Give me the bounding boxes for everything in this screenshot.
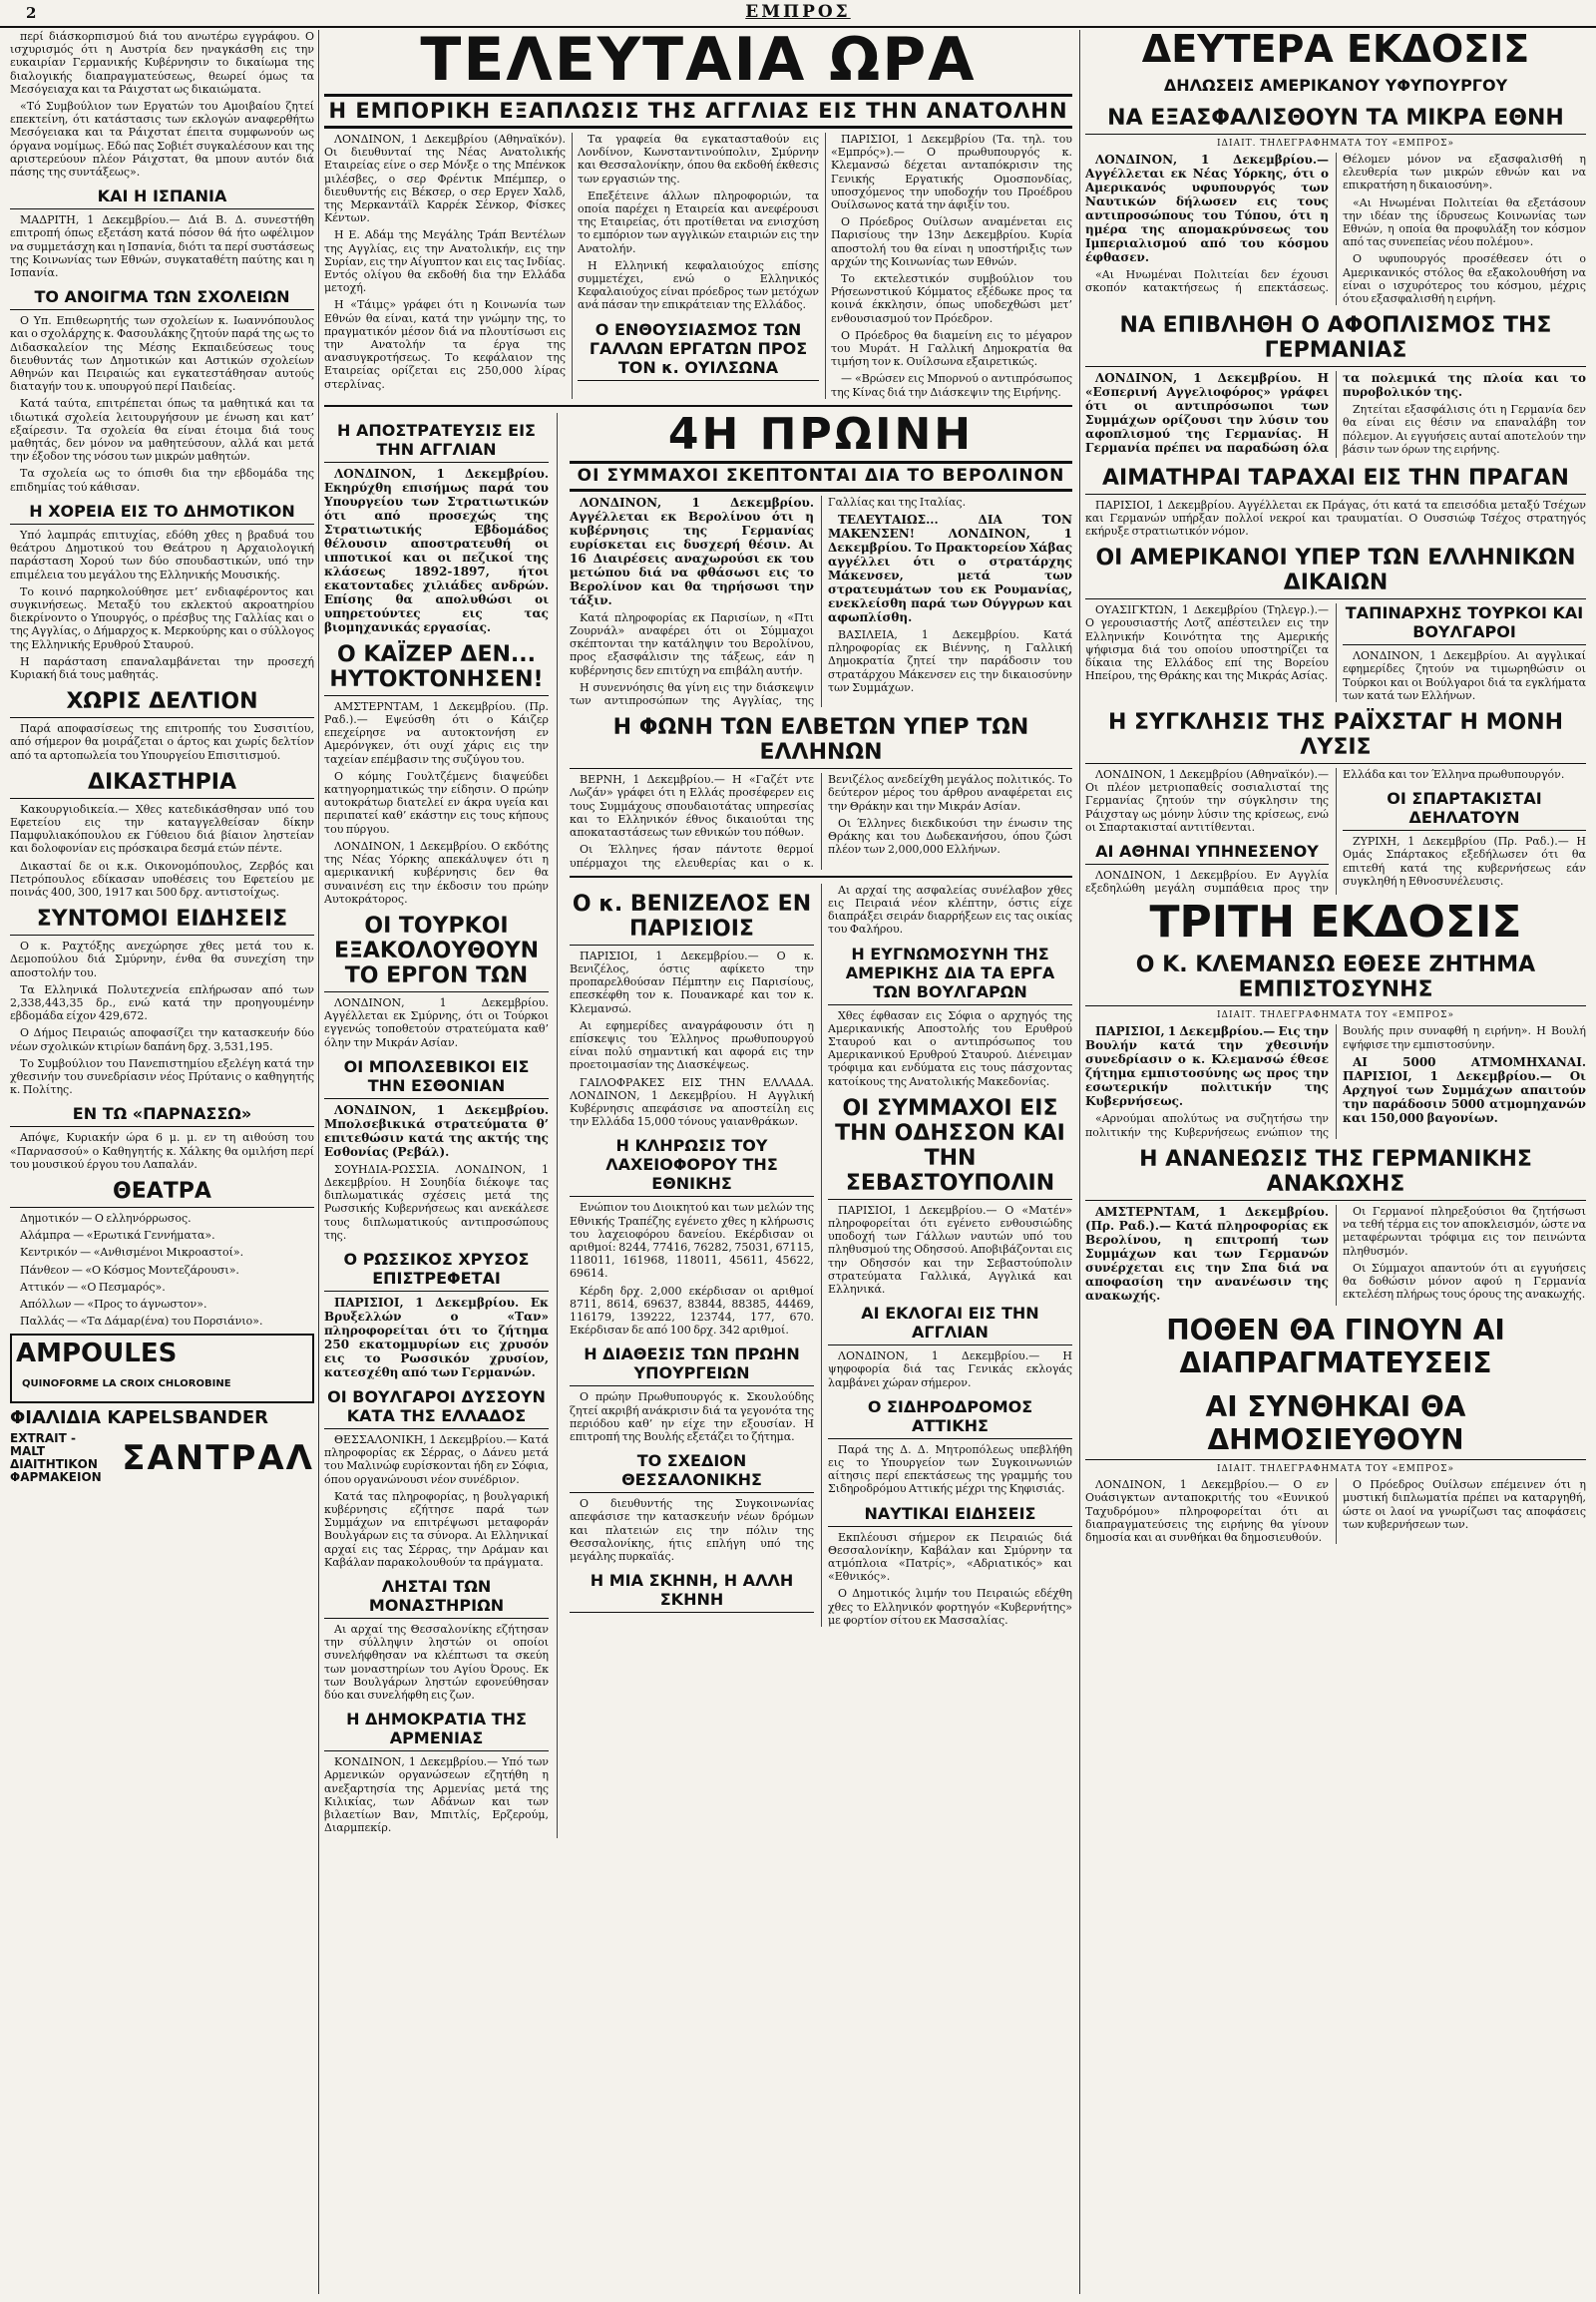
headline-kaiser: Ο ΚΑΪΖΕΡ ΔΕΝ... ΗΥΤΟΚΤΟΝΗΣΕΝ! [324,642,549,696]
lower-center [324,408,1072,1839]
article-lottery: Ενώπιον του Διοικητού και των μελών της Εθνικής Τραπέζης εγένετο χθες η κλήρωσις του λαχειοφόρου δανείου. Εκέρδισαν οι αριθμοί: 8244, 77416, 76282, 75031, 67115, 118011, 161968, 118011, 45611, 45622, 69614. [570,1201,814,1281]
article-bolsheviks: ΛΟΝΔΙΝΟΝ, 1 Δεκεμβρίου. Μπολσεβικικά στρατεύματα θ’ επιτεθώσιν κατά της ακτής της Εσθονίας (Ρεβάλ). [324,1102,549,1159]
ad-kapelsbander: ΦΙΑΛΙΔΙΑ KAPELSBANDER [10,1407,268,1429]
headline-venizelos: Ο κ. ΒΕΝΙΖΕΛΟΣ ΕΝ ΠΑΡΙΣΙΟΙΣ [570,892,814,946]
lead-story-paragraph: ΛΟΝΔΙΝΟΝ, 1 Δεκεμβρίου (Αθηναϊκόν). Οι διευθυνταί της Νέας Ανατολικής Εταιρείας είνε ο σερ Μόνξε ο της Μπένκοκ μιλέσβες, ο σερ Φρέντικ Μπέμπερ, ο διευθυντής εις Βέκσερ, ο σερ Εργεν Χαλδ, της Μερκαντάϊλ Καρρέκ Σένκορ, Φίσκες Κέντων. [324,133,566,225]
headline-russian-gold: Ο ΡΩΣΣΙΚΟΣ ΧΡΥΣΟΣ ΕΠΙΣΤΡΕΦΕΤΑΙ [324,1250,549,1292]
column-center [324,30,1072,2294]
theatre-listing: Παλλάς — «Τα Δάμαρ(ένα) του Πορσιάνιο». [20,1315,263,1329]
article-thessaloniki: Ο διευθυντής της Συγκοινωνίας απεφάσισε την κατασκευήν νέων δρόμων και πλατειών εις την πόλιν της Θεσσαλονίκης, ήτις επλήγη υπό της μεγάλης πυρκαϊάς. [570,1497,814,1563]
banner-second-edition: ΔΕΥΤΕΡΑ ΕΚΔΟΣΙΣ [1141,30,1530,71]
column-rule [1079,30,1080,2294]
article-schools: Κατά ταύτα, επιτρέπεται όπως τα μαθητικά και τα ιδιωτικά σχολεία λειτουργήσουν με ένωση και κατ’ εξαίρεσιν. Τα σχολεία θα είναι έτοιμα διά τους μαθητάς, δεν μόνον να μαθητεύσουν, αλλά και μετά την έξοδον της νόσου των μικρών μαθητών. [10,397,314,464]
article-swiss: ΒΕΡΝΗ, 1 Δεκεμβρίου.— Η «Γαζέτ ντε Λωζάν» γράφει ότι η Ελλάς προσέφερεν εις τους Συμμάχους σπουδαιοτάτας υπηρεσίας και το Ελληνικόν έθνος δικαιούται της αποκαταστάσεως των εθνικών του πόθων. [570,773,814,840]
ad-extrait-line: ΦΑΡΜΑΚΕΙΟΝ [10,1470,102,1485]
article-swiss: Οι Έλληνες διεκδικούσι την ένωσιν της Θράκης και του Δωδεκανήσου, όπου ζώσι πλέον των 2,000,000 Ελλήνων. [828,816,1072,857]
ad-ampoules [10,1334,314,1403]
headline-theatres: ΘΕΑΤΡΑ [10,1179,314,1208]
headline-prague: ΑΙΜΑΤΗΡΑΙ ΤΑΡΑΧΑΙ ΕΙΣ ΤΗΝ ΠΡΑΓΑΝ [1085,466,1586,495]
article-small-nations: ΛΟΝΔΙΝΟΝ, 1 Δεκεμβρίου.— Αγγέλλεται εκ Νέας Υόρκης, ότι ο Αμερικανός υφυπουργός των Ναυτικών δήλωσεν εις τους αντιπροσώπους του Τύπου, ότι η ημέρα της απομακρύνσεως του Ιμπεριαλισμού από του κόσμου έφθασεν. [1085,153,1329,264]
headline-thessaloniki: ΤΟ ΣΧΕΔΙΟΝ ΘΕΣΣΑΛΟΝΙΚΗΣ [570,1451,814,1493]
article-bolsheviks: ΣΟΥΗΔΙΑ-ΡΩΣΣΙΑ. ΛΟΝΔΙΝΟΝ, 1 Δεκεμβρίου. Η Σουηδία διέκοψε τας διπλωματικάς σχέσεις μετά της Ρωσσικής Κυβερνήσεως και ανεκάλεσε τους διπλωματικούς αντιπροσώπους της. [324,1162,549,1242]
article-france-workers: Το εκτελεστικόν συμβούλιον του Ρήσεωνστικού Κόμματος εξέδωκε προς τα κοινά έκκλησιν, όπως υποδεχθώσι μετ’ ενθουσιασμού τον Πρόεδρον. [831,272,1072,325]
ad-extrait-malt [10,1432,314,1484]
article-france-workers: ΠΑΡΙΣΙΟΙ, 1 Δεκεμβρίου (Τα. τηλ. του «Εμπρός»).— Ο πρωθυπουργός κ. Κλεμανσώ δέχεται ανταπόκρισιν της Γενικής Εργατικής Ομοσπονδίας, υποσχόμενος την υποδοχήν του Προέδρου Ουίλσωνος κατά την άφιξίν του. [831,133,1072,212]
third-edition-columns [1085,1024,1586,1138]
reichstag-columns [1085,768,1586,895]
page-number: 2 [26,4,37,22]
brief-item: Ο Δήμος Πειραιώς αποφασίζει την κατασκευήν δύο νέων σχολικών κτιρίων δαπάνη δρχ. 3,531,195. [10,1026,314,1053]
theatre-listing: Απόλλων — «Προς το άγνωστον». [20,1298,207,1312]
ad-ampoules-title: AMPOULES [16,1339,178,1369]
article-bulgarians: Κατά τας πληροφορίας, η βουλγαρική κυβέρνησις εζήτησε παρά των Συμμάχων να επιτρέψωσι μεταφοράν Βουλγάρων εις τα σύνορα. Αι Ελληνικαί αρχαί εις τας Σέρρας, την Δράμαν και Καβάλαν παρακολουθούν τα πράγματα. [324,1489,549,1569]
ad-extrait-line: ΔΙΑΙΤΗΤΙΚΟΝ [10,1457,98,1472]
brief-item: Το Συμβούλιον του Πανεπιστημίου εξελέγη κατά την χθεσινήν του συνεδρίασιν νέος Πρύτανις ο καθηγητής κ. Πολίτης. [10,1056,314,1097]
article-negotiations: Ο Πρόεδρος Ουίλσων επέμεινεν ότι η μυστική διπλωματία πρέπει να καταργηθή, ώστε οι λαοί να γνωρίζωσι τας αποφάσεις των κυβερνήσεων των. [1343,1478,1586,1531]
lead-paragraph: «Τό Συμβούλιον των Εργατών του Αμοιβαίου ζητεί επεκτείνη, ότι κατάστασις των εκλογών αναφερθήτω Μεσόγειακα και τα Ράιχστατ έπειτα συμφωνούν ως όργανα νομίμως. Εδώ πας Σοβιέτ συγκαλέσουν και της αριστερεύουν πλέον Ράιχστατ, θα μπουν αυτόν διά πάσης της συντάξεως». [10,100,314,180]
article-america-gratitude: Χθες έφθασαν εις Σόφια ο αρχηγός της Αμερικανικής Αποστολής του Ερυθρού Σταυρού και ο αντιπρόσωπος του Αμερικανικού Ερυθρού Σταυρού. Διένειμαν τρόφιμα και ενδύματα εις τους πάσχοντας κατοίκους της Ανατολικής Μακεδονίας. [828,1008,1072,1088]
ad-extrait-line: EXTRAIT - MALT [10,1431,76,1459]
article-turks: ΛΟΝΔΙΝΟΝ, 1 Δεκεμβρίου. Αγγέλλεται εκ Σμύρνης, ότι οι Τούρκοι εγγενώς τοποθετούν στρατεύματα καθ’ όλην την Μικράν Ασίαν. [324,995,549,1049]
article-american-rights: ΟΥΑΣΙΓΚΤΩΝ, 1 Δεκεμβρίου (Τηλεγρ.).— Ο γερουσιαστής Λοτζ απέστειλεν εις την Ελληνικήν Κοινότητα της Αμερικής ψήφισμα διά του οποίου υποστηρίζει τα δίκαια της Ελλάδος επί της Βορείου Ηπείρου, της Θράκης και της Μικράς Ασίας. [1085,603,1329,683]
negotiations-columns [1085,1478,1586,1544]
headline-athens: ΑΙ ΑΘΗΝΑΙ ΥΠΗΝΕΣΕΝΟΥ [1085,842,1329,865]
headline-american-rights: ΟΙ ΑΜΕΡΙΚΑΝΟΙ ΥΠΕΡ ΤΩΝ ΕΛΛΗΝΙΚΩΝ ΔΙΚΑΙΩΝ [1085,546,1586,599]
article-small-nations: «Αι Ηνωμέναι Πολιτείαι δεν έχουσι σκοπόν κατακτήσεως ή επεκτάσεως. Θέλομεν μόνον να εξασφαλισθή η ελευθερία των μικρών εθνών και να επικρατήση η δικαιοσύνη». [1085,153,1586,295]
lead-story-paragraph: Η Ελληνική κεφαλαιούχος επίσης συμμετέχει, ενώ ο Ελληνικός Κεφαλαιούχος είναι πρόεδρος των μετόχων ανά πάσαν την επικράτειαν της Ελλάδος. [578,258,819,312]
article-spartacists: ΖΥΡΙΧΗ, 1 Δεκεμβρίου (Πρ. Ραδ.).— Η Ομάς Σπάρτακος εξεδήλωσεν ότι θα επιτεθή κατά της κυβερνήσεως εάν συγκληθή η Εθνοσυνέλευσις. [1343,835,1586,888]
subbanner-expansion: Η ΕΜΠΟΡΙΚΗ ΕΞΑΠΛΩΣΙΣ ΤΗΣ ΑΓΓΛΙΑΣ ΕΙΣ ΤΗΝ ΑΝΑΤΟΛΗΝ [324,94,1072,129]
telegram-tag: ΙΔΙΑΙΤ. ΤΗΛΕΓΡΑΦΗΜΑΤΑ ΤΟΥ «ΕΜΠΡΟΣ» [1216,139,1455,149]
article-turks-bulgarians: ΛΟΝΔΙΝΟΝ, 1 Δεκεμβρίου. Αι αγγλικαί εφημερίδες ζητούν να τιμωρηθώσιν οι Τούρκοι και οι Βούλγαροι διά τα εγκλήματα των κατά των Ελλήνων. [1343,649,1586,702]
headline-reichstag: Η ΣΥΓΚΛΗΣΙΣ ΤΗΣ ΡΑΪΧΣΤΑΓ Η ΜΟΝΗ ΛΥΣΙΣ [1085,710,1586,764]
headline-lottery: Η ΚΛΗΡΩΣΙΣ ΤΟΥ ΛΑΧΕΙΟΦΟΡΟΥ ΤΗΣ ΕΘΝΙΚΗΣ [570,1136,814,1197]
article-theater: Η παράσταση επαναλαμβάνεται την προσεχή Κυριακή διά τους μαθητάς. [10,654,314,681]
headline-monasteries: ΛΗΣΤΑΙ ΤΩΝ ΜΟΝΑΣΤΗΡΙΩΝ [324,1577,549,1619]
article-prague: ΠΑΡΙΣΙΟΙ, 1 Δεκεμβρίου. Αγγέλλεται εκ Πράγας, ότι κατά τα επεισόδια μεταξύ Τσέχων και Γερμανών υπήρξαν πολλοί νεκροί και τραυματίαι. Ο Ουσσιώφ Τσέχος στρατηγός εκήρυξε στρατιωτικόν νόμον. [1085,498,1586,539]
article-small-nations: «Αι Ηνωμέναι Πολιτείαι θα εξετάσουν την ιδέαν της ίδρυσεως Κοινωνίας των Εθνών, η οποία θα προφυλάξη τον κόσμον από τας συνεπείας νέου πολέμου». [1343,195,1586,249]
theatre-listing: Αττικόν — «Ο Πεσμαρός». [20,1280,166,1294]
article-monasteries: Αι αρχαί της Θεσσαλονίκης εζήτησαν την σύλληψιν ληστών οι οποίοι συνελήφθησαν να κλέπτωσι τα σκεύη των μοναστηρίων του Αγίου Όρους. Εκ των Βουλγάρων ληστών εφονεύθησαν δύο και συνελήφθη εις ζων. [324,1622,549,1702]
article-armistice-renewal: ΑΜΣΤΕΡΝΤΑΜ, 1 Δεκεμβρίου. (Πρ. Ραδ.).— Κατά πληροφορίας εκ Βερολίνου, η επιτροπή των Συμμάχων και των Γερμανών συνέρχεται εις την Σπα διά να αποφασίση την ανανέωσιν της ανακωχής. [1085,1204,1329,1303]
headline-swiss: Η ΦΩΝΗ ΤΩΝ ΕΛΒΕΤΩΝ ΥΠΕΡ ΤΩΝ ΕΛΛΗΝΩΝ [570,715,1072,769]
banner-last-hour: ΤΕΛΕΥΤΑΙΑ ΩΡΑ [420,30,977,95]
divider [324,405,1072,407]
article-france-workers: Ο Πρόεδρος θα διαμείνη εις το μέγαρον του Μυράτ. Η Γαλλική Δημοκρατία θα τιμήση τον κ. Ουίλσωνα εξαιρετικώς. [831,328,1072,369]
banner-4am: 4Η ΠΡΩΙΝΗ [667,408,975,460]
article-theater: Το κοινό παρηκολούθησε μετ’ ενδιαφέροντος και συγκινήσεως. Μεταξύ του εκλεκτού ακροατηρίου διεκρίνοντο ο Υπουργός, ο πρέσβυς της Γαλλίας και ο της Αγγλίας, ο Δήμαρχος κ. Μερκούρης και ο σύλλογος της Ελληνικής Ερυθρού Σταυρού. [10,584,314,651]
article-disarm-germany: Ζητείται εξασφάλισις ότι η Γερμανία δεν θα είναι εις θέσιν να επαναλάβη τον πόλεμον. Αι εγγυήσεις αυταί αποτελούν την βάσιν των όρων της ειρήνης. [1343,403,1586,456]
article-courts: Κακουργιοδικεία.— Χθες κατεδικάσθησαν υπό του Εφετείου εις την καταγγελθείσαν δίκην Παμφυλιακόπουλου εκ Γύθειου διά βίαιον ληστείαν και δολοφονίαν εις πρόσκαιρα δεσμά ετών πέντε. [10,802,314,856]
article-venizelos: ΠΑΡΙΣΙΟΙ, 1 Δεκεμβρίου.— Ο κ. Βενιζέλος, όστις αφίκετο την προπαρελθούσαν Πέμπτην εις Παρισίους, επεσκέφθη τον κ. Πουανκαρέ και τον κ. Κλεμανσώ. [570,949,814,1015]
telegram-tag: ΙΔΙΑΙΤ. ΤΗΛΕΓΡΑΦΗΜΑΤΑ ΤΟΥ «ΕΜΠΡΟΣ» [1216,1464,1455,1475]
lower-center-columns [570,884,1072,1627]
article-railway: Παρά της Δ. Δ. Μητροπόλεως υπεβλήθη εις το Υπουργείον των Συγκοινωνιών αίτησις περί επεκτάσεως της γραμμής του Σιδηροδρόμου Αττικής μέχρι της Κηφισιάς. [828,1442,1072,1496]
headline-railway: Ο ΣΙΔΗΡΟΔΡΟΜΟΣ ΑΤΤΙΚΗΣ [828,1397,1072,1439]
article-venizelos: ΓΑΙΛΟΦΡΑΚΕΣ ΕΙΣ ΤΗΝ ΕΛΛΑΔΑ. ΛΟΝΔΙΝΟΝ, 1 Δεκεμβρίου. Η Αγγλική Κυβέρνησις απεφάσισε να αποστείλη εις την Ελλάδα 15,000 τόνους γαιανθράκων. [570,1075,814,1129]
center-subcolumn-1 [324,413,558,1839]
headline-disarm-germany: ΝΑ ΕΠΙΒΛΗΘΗ Ο ΑΦΟΠΛΙΣΜΟΣ ΤΗΣ ΓΕΡΜΑΝΙΑΣ [1085,313,1586,367]
column-rule [318,30,319,2294]
headline-france-workers: Ο ΕΝΘΟΥΣΙΑΣΜΟΣ ΤΩΝ ΓΑΛΛΩΝ ΕΡΓΑΤΩΝ ΠΡΟΣ ΤΟΝ κ. ΟΥΙΛΣΩΝΑ [578,320,819,381]
lead-story-paragraph: Η Ε. Αδάμ της Μεγάλης Τράπ Βεντέλων της Αγγλίας, εις την Ανατολικήν, εις την Συρίαν, εις την Αίγυπτον και εις τας Ινδίας. Εντός ολίγου θα εκδοθή δια την Ελλάδα μετοχή. [324,228,566,295]
headline-ministers: Η ΔΙΑΘΕΣΙΣ ΤΩΝ ΠΡΩΗΝ ΥΠΟΥΡΓΕΙΩΝ [570,1344,814,1386]
headline-demobilization: Η ΑΠΟΣΤΡΑΤΕΥΣΙΣ ΕΙΣ ΤΗΝ ΑΓΓΛΙΑΝ [324,421,549,463]
article-kaiser: ΑΜΣΤΕΡΝΤΑΜ, 1 Δεκεμβρίου. (Πρ. Ραδ.).— Εψεύσθη ότι ο Κάιζερ επεχείρησε να αυτοκτονήση εν Αμερόνγκεν, ότι ουχί χάρις εις την ταχείαν επέμβασιν της συζύγου του. [324,699,549,766]
article-disarm-germany: ΛΟΝΔΙΝΟΝ, 1 Δεκεμβρίου. Η «Εσπερινή Αγγελιοφόρος» γράφει ότι οι αντιπρόσωποι των Συμμάχων ορίζουσι την λύσιν του αφοπλισμού της Γερμανίας. Η Γερμανία πρέπει να παραδώση όλα τα πολεμικά της πλοία και το πυροβολικόν της. [1085,371,1586,456]
headline-armenia: Η ΔΗΜΟΚΡΑΤΙΑ ΤΗΣ ΑΡΜΕΝΙΑΣ [324,1710,549,1751]
subbanner-allies-berlin: ΟΙ ΣΥΜΜΑΧΟΙ ΣΚΕΠΤΟΝΤΑΙ ΔΙΑ ΤΟ ΒΕΡΟΛΙΝΟΝ [570,461,1072,492]
article-armenia: ΚΟΝΔΙΝΟΝ, 1 Δεκεμβρίου.— Υπό των Αρμενικών οργανώσεων εζητήθη η ανεξαρτησία της Αρμενίας μετά της Κιλικίας, των Αδάνων και των βιλαετίων Βαν, Μπιτλίς, Ερζερούμ, Διαρμπεκίρ. [324,1755,549,1835]
theatre-listing: Δημοτικόν — Ο ελληνόρρωσος. [20,1212,192,1225]
article-schools: Ο Υπ. Επιθεωρητής των σχολείων κ. Ιωαννόπουλος και ο σχολάρχης κ. Φασουλάκης ζητούν παρά της ως το Διδασκαλείον της Μέσης Εκπαιδεύσεως τους διευθυντάς των Δημοτικών και Αστικών σχολείων Αθηνών και Πειραιώς και εγκατεστάθησαν αυτούς διαταγήν του κ. υπουργού περί Παιδείας. [10,314,314,394]
headline-spain: ΚΑΙ Η ΙΣΠΑΝΙΑ [10,187,314,209]
headline-parnassos: ΕΝ ΤΩ «ΠΑΡΝΑΣΣΩ» [10,1104,314,1127]
headline-naval: ΝΑΥΤΙΚΑΙ ΕΙΔΗΣΕΙΣ [828,1504,1072,1527]
column-right [1085,30,1586,2294]
masthead [0,0,1596,28]
article-mackensen: ΤΕΛΕΥΤΑΙΩΣ... ΔΙΑ ΤΟΝ ΜΑΚΕΝΣΕΝ! ΛΟΝΔΙΝΟΝ, 1 Δεκεμβρίου. Το Πρακτορείον Χάβας αγγέλλει ότι ο στρατάρχης Μάκενσεν, μετά των στρατευμάτων του εκ Ρουμανίας, ενεκλείσθη παρά των Ούγγρων και αφωπλίσθη. [828,513,1072,625]
article-clemenceau: «Αρνούμαι απολύτως να συζητήσω την πολιτικήν της Κυβερνήσεως ενώπιον της Βουλής πριν συναφθή η ειρήνη». Η Βουλή εψήφισε την εμπιστοσύνην. [1085,1024,1586,1139]
swiss-columns [570,773,1072,869]
article-armistice-renewal: Οι Σύμμαχοι απαντούν ότι αι εγγυήσεις θα δοθώσιν μόνον αφού η Γερμανία εκτελέση πλήρως τους όρους της ανακωχής. [1343,1261,1586,1302]
article-clemenceau: ΠΑΡΙΣΙΟΙ, 1 Δεκεμβρίου.— Εις την Βουλήν κατά την χθεσινήν συνεδρίασιν ο κ. Κλεμανσώ έθεσε ζήτημα εμπιστοσύνης ως προς την εσωτερικήν πολιτικήν της Κυβερνήσεως. [1085,1024,1330,1109]
germany-columns [1085,371,1586,457]
article-lottery: Κέρδη δρχ. 2,000 εκέρδισαν οι αριθμοί 8711, 8614, 69637, 83844, 88385, 44469, 116179, 139222, 123744, 177, 670. Εκέρδισαν δε από 100 δρχ. 342 αριθμοί. [570,1284,814,1338]
article-athens: ΛΟΝΔΙΝΟΝ, 1 Δεκεμβρίου. Εν Αγγλία εξεδηλώθη μεγάλη συμπάθεια προς την Ελλάδα και τον Έλληνα πρωθυπουργόν. [1085,768,1565,896]
article-kaiser: Ο κόμης Γουλτζέμενς διαψεύδει κατηγορηματικώς την είδησιν. Ο πρώην αυτοκράτωρ διατελεί εν άκρα υγεία και περιπατεί καθ’ εκάστην εις τους κήπους του πύργου. [324,769,549,836]
ad-ampoules-side: QUINOFORME LA CROIX CHLOROBINE [22,1377,231,1389]
headline-allies-odessa: ΟΙ ΣΥΜΜΑΧΟΙ ΕΙΣ ΤΗΝ ΟΔΗΣΣΟΝ ΚΑΙ ΤΗΝ ΣΕΒΑΣΤΟΥΠΟΛΙΝ [828,1096,1072,1200]
headline-turks-bulgarians: ΤΑΠΙΝΑΡΧΗΣ ΤΟΥΡΚΟΙ ΚΑΙ ΒΟΥΛΓΑΡΟΙ [1343,603,1586,645]
article-berlin: Η συνεννόησις θα γίνη εις την διάσκεψιν των αντιπροσώπων της Αγγλίας, της Γαλλίας και της Ιταλίας. [570,495,967,708]
article-elections: ΛΟΝΔΙΝΟΝ, 1 Δεκεμβρίου.— Η ψηφοφορία διά τας Γενικάς εκλογάς λαμβάνει χώραν σήμερον. [828,1349,1072,1389]
telegram-tag: ΙΔΙΑΙΤ. ΤΗΛΕΓΡΑΦΗΜΑΤΑ ΤΟΥ «ΕΜΠΡΟΣ» [1216,1010,1455,1021]
lead-story-paragraph: Η «Τάιμς» γράφει ότι η Κοινωνία των Εθνών θα είναι, κατά την γνώμην της, το πραγματικόν μέσον διά να πλουτίσωσι εις την Ανατολήν τα έργα της ανασυγκροτήσεως. Το κεφάλαιον της Εταιρείας ορίζεται εις 250,000 λίρας στερλίνας. [324,298,566,391]
article-no-coupon: Παρά αποφασίσεως της επιτροπής του Συσσιτίου, από σήμερον θα μοιράζεται ο άρτος και χωρίς δελτίον από τα αρτοπωλεία του Υπουργείου Επισιτισμού. [10,722,314,762]
second-edition-columns [1085,153,1586,305]
amrights-columns [1085,603,1586,702]
brief-item: Ο κ. Ραχτόξης ανεχώρησε χθες μετά του κ. Δεμοπούλου διά Σμύρνην, ένθα θα συνεχίση την αποστολήν του. [10,940,314,979]
article-schools: Τα σχολεία ως το όπισθι δια την εβδομάδα της επιδημίας τού κάθισαν. [10,467,314,494]
article-locomotives: ΑΙ 5000 ΑΤΜΟΜΗΧΑΝΑΙ. ΠΑΡΙΣΙΟΙ, 1 Δεκεμβρίου.— Οι Αρχηγοί των Συμμάχων απαιτούν την παράδοσιν 5000 ατμομηχανών και 150,000 βαγονίων. [1343,1054,1586,1125]
headline-spartacists: ΟΙ ΣΠΑΡΤΑΚΙΣΤΑΙ ΔΕΗΛΑΤΟΥΝ [1343,789,1586,831]
article-france-workers: — «Βρώσεν εις Μπορνού ο αντιπρόσωπος της Κίνας διά την Διάσκεψιν της Ειρήνης. [831,372,1072,399]
article-france-workers: Ο Πρόεδρος Ουίλσων αναμένεται εις Παρισίους την 13ην Δεκεμβρίου. Κυρία αποστολή του θα είναι η υποστήριξις των αρχών της Κοινωνίας των Εθνών. [831,215,1072,268]
article-scene: Αι αρχαί της ασφαλείας συνέλαβον χθες εις Πειραιά νέον κλέπτην, όστις είχε διαπράξει σειράν διαρρήξεων εις τας οικίας του Φαλήρου. [828,883,1072,937]
article-mackensen: ΒΑΣΙΛΕΙΑ, 1 Δεκεμβρίου. Κατά πληροφορίας εκ Βιέννης, η Γαλλική Δημοκρατία ζητεί την παράδοσιν του στρατάρχου Μάκενσεν εις την δικαιοσύνην των Συμμάχων. [828,628,1072,694]
subhead-small-nations: ΝΑ ΕΞΑΣΦΑΛΙΣΘΟΥΝ ΤΑ ΜΙΚΡΑ ΕΘΝΗ [1085,106,1586,135]
headline-clemenceau: Ο Κ. ΚΛΕΜΑΝΣΩ ΕΘΕΣΕ ΖΗΤΗΜΑ ΕΜΠΙΣΤΟΣΥΝΗΣ [1085,953,1586,1006]
article-reichstag: ΛΟΝΔΙΝΟΝ, 1 Δεκεμβρίου (Αθηναϊκόν).— Οι πλέον μετριοπαθείς σοσιαλισταί της Γερμανίας ζητούν την σύγκλησιν της Ράιχσταγ ως μόνην λύσιν της κρίσεως, ενώ οι Σπαρτακισταί αντιτίθενται. [1085,768,1329,834]
divider [570,876,1072,878]
article-armistice-renewal: Οι Γερμανοί πληρεξούσιοι θα ζητήσωσι να τεθή τέρμα εις τον αποκλεισμόν, ώστε να μεταφέρωνται τρόφιμα εις τον πεινώντα πληθυσμόν. [1343,1204,1586,1258]
center-right-block [570,408,1072,1839]
headline-bolsheviks: ΟΙ ΜΠΟΛΣΕΒΙΚΟΙ ΕΙΣ ΤΗΝ ΕΣΘΟΝΙΑΝ [324,1057,549,1099]
article-swiss: Οι Έλληνες ήσαν πάντοτε θερμοί υπέρμαχοι της ελευθερίας και ο κ. Βενιζέλος ανεδείχθη μεγάλος πολιτικός. Το δεύτερον μέρος του άρθρου αναφέρεται εις την Θράκην και την Μικράν Ασίαν. [570,773,1072,870]
headline-negotiations: ΠΟΘΕΝ ΘΑ ΓΙΝΟΥΝ ΑΙ ΔΙΑΠΡΑΓΜΑΤΕΥΣΕΙΣ [1166,1314,1505,1380]
article-bulgarians: ΘΕΣΣΑΛΟΝΙΚΗ, 1 Δεκεμβρίου.— Κατά πληροφορίας εκ Σέρρας, ο Δάνευ μετά του Μαλινώφ ευρίσκονται ήδη εν Σόφια, όπου οργανώνουσι νέον συνέδριον. [324,1432,549,1486]
headline-america-gratitude: Η ΕΥΓΝΩΜΟΣΥΝΗ ΤΗΣ ΑΜΕΡΙΚΗΣ ΔΙΑ ΤΑ ΕΡΓΑ ΤΩΝ ΒΟΥΛΓΑΡΩΝ [828,945,1072,1005]
column-left [10,30,314,2294]
article-parnassos: Απόψε, Κυριακήν ώρα 6 μ. μ. εν τη αιθούση του «Παρνασσού» ο Καθηγητής κ. Χάλκης θα ομιλήση περί του μουσικού έργου του Λαπαλάν. [10,1131,314,1171]
article-kaiser: ΛΟΝΔΙΝΟΝ, 1 Δεκεμβρίου. Ο εκδότης της Νέας Υόρκης απεκάλυψεν ότι η αμερικανική κυβέρνησις δεν θα συναινέση εις την έκδοσιν του πρώην Αυτοκράτορος. [324,839,549,906]
article-russian-gold: ΠΑΡΙΣΙΟΙ, 1 Δεκεμβρίου. Εκ Βρυξελλών ο «Ταν» πληροφορείται ότι το ζήτημα 250 εκατομμυρίων εις χρυσόν εις το Ρωσσικόν χρυσίον, κατεσχέθη από των Γερμανών. [324,1295,549,1379]
theatre-listing: Κεντρικόν — «Ανθισμένοι Μικροαστοί». [20,1246,244,1260]
article-ministers: Ο πρώην Πρωθυπουργός κ. Σκουλούδης ζητεί ακριβή ανάκρισιν διά τα γεγονότα της περιόδου καθ’ ην είχε την εξουσίαν. Η επιτροπή της Βουλής εξετάζει το ζήτημα. [570,1390,814,1443]
headline-scene: Η ΜΙΑ ΣΚΗΝΗ, Η ΑΛΛΗ ΣΚΗΝΗ [570,1571,814,1613]
article-small-nations: Ο υφυπουργός προσέθεσεν ότι ο Αμερικανικός στόλος θα εξακολουθήση να είναι ο ισχυρότερος του κόσμου, μέχρις ότου εξασφαλισθή η ειρήνη. [1343,252,1586,306]
headline-bulgarians: ΟΙ ΒΟΥΛΓΑΡΟΙ ΔΥΣΣΟΥΝ ΚΑΤΑ ΤΗΣ ΕΛΛΑΔΟΣ [324,1387,549,1429]
article-negotiations: ΛΟΝΔΙΝΟΝ, 1 Δεκεμβρίου.— Ο εν Ουάσιγκτων ανταποκριτής του «Ευνικού Ταχυδρόμου» πληροφορείται ότι αι διαπραγματεύσεις της ειρήνης θα γίνουν δημοσία και αι συνθήκαι θα δημοσιευθούν. [1085,1478,1329,1544]
lead-story-paragraph: Επεξέτεινε άλλων πληροφοριών, τα οποία παρέχει η Εταιρεία και ανεφέρουσι της Εταιρείας, ότι προτίθεται να ενισχύση το εμπόριον των αγγλικών εταιριών εις την Ανατολήν. [578,189,819,255]
headline-armistice-renewal: Η ΑΝΑΝΕΩΣΙΣ ΤΗΣ ΓΕΡΜΑΝΙΚΗΣ ΑΝΑΚΩΧΗΣ [1085,1147,1586,1201]
subhead-american-undersecretary: ΔΗΛΩΣΕΙΣ ΑΜΕΡΙΚΑΝΟΥ ΥΦΥΠΟΥΡΓΟΥ [1163,76,1508,95]
headline-turks: ΟΙ ΤΟΥΡΚΟΙ ΕΞΑΚΟΛΟΥΘΟΥΝ ΤΟ ΕΡΓΟΝ ΤΩΝ [324,914,549,992]
lead-story-columns [324,133,1072,399]
lead-paragraph: περί διάσκορπισμού διά του ανωτέρω εγγράφου. Ο ισχυρισμός ότι η Αυστρία δεν ηναγκάσθη εις την ευκαιρίαν Γερμανικής Κυβέρνησιν το δικαίωμα της διαλογικής διαπραγματεύσεως, θεωρεί όμως τα Μεσόγειαχα και τα Ράιχστατ ως δικαιώματα. [10,30,314,96]
article-demobilization: ΛΟΝΔΙΝΟΝ, 1 Δεκεμβρίου. Εκηρύχθη επισήμως παρά του Υπουργείου των Στρατιωτικών ότι από προσεχώς της Στρατιωτικής Εβδομάδος θέλουσιν αποστρατευθή οι ιπποτικοί και οι πεζικοί της κλάσεως 1892-1897, ήτοι εκατονταδες χιλιάδες ανδρών. Επίσης θα απολυθώσι οι υπηρετούντες εις τας βιομηχανικάς εργασίας. [324,466,549,634]
armistice-columns [1085,1205,1586,1306]
article-spain: ΜΑΔΡΙΤΗ, 1 Δεκεμβρίου.— Διά Β. Δ. συνεστήθη επιτροπή όπως εξετάση κατά πόσον θά ήτο ωφέλιμον να συμμετάσχη και η Ισπανία, διότι τα περί συστάσεως της Κοινωνίας των Εθνών, συγκαταθέτη παύτης και η Ισπανία. [10,213,314,280]
lead-story-paragraph: Τα γραφεία θα εγκατασταθούν εις Λονδίνον, Κωνσταντινούπολιν, Σμύρνην και Θεσσαλονίκην, όπου θα εκδοθή έκθεσις των εργασιών της. [578,133,819,186]
brief-item: Τα Ελληνικά Πολυτεχνεία επλήρωσαν από των 2,338,443,35 δρ., ενώ κατά την προηγουμένην εβδομάδα είχον 429,672. [10,982,314,1023]
headline-elections: ΑΙ ΕΚΛΟΓΑΙ ΕΙΣ ΤΗΝ ΑΓΓΛΙΑΝ [828,1304,1072,1345]
article-berlin: Κατά πληροφορίας εκ Παρισίων, η «Πτι Ζουρνάλ» αναφέρει ότι οι Σύμμαχοι σκέπτονται την κατάληψιν του Βερολίνου, προς εξασφάλισιν της τάξεως, εάν η κυβέρνησις δεν επιτύχη να επιβάλη αυτήν. [570,610,814,677]
headline-schools: ΤΟ ΑΝΟΙΓΜΑ ΤΩΝ ΣΧΟΛΕΙΩΝ [10,287,314,310]
article-venizelos: Αι εφημερίδες αναγράφουσιν ότι η επίσκεψις του Έλληνος πρωθυπουργού είναι πολύ σημαντική και αφορά εις την προετοιμασίαν της Διασκέψεως. [570,1018,814,1072]
article-naval: Ο Δημοτικός λιμήν του Πειραιώς εδέχθη χθες το Ελληνικόν φορτηγόν «Κυβερνήτης» με φορτίον σίτου εκ Μασσαλίας. [828,1587,1072,1627]
ad-santral: ΣΑΝΤΡΑΛ [122,1437,314,1478]
headline-courts: ΔΙΚΑΣΤΗΡΙΑ [10,770,314,799]
headline-brief-news: ΣΥΝΤΟΜΟΙ ΕΙΔΗΣΕΙΣ [10,907,314,936]
theatre-listing: Πάνθεον — «Ο Κόσμος Μοντεζάρουσι». [20,1263,239,1277]
headline-no-coupon: ΧΩΡΙΣ ΔΕΛΤΙΟΝ [10,689,314,718]
article-berlin: ΛΟΝΔΙΝΟΝ, 1 Δεκεμβρίου. Αγγέλλεται εκ Βερολίνου ότι η κυβέρνησις της Γερμανίας ευρίσκεται εις δυσχερή θέσιν. Αι 16 Διαιρέσεις αναχωρούσι εκ του μετώπου διά να φθάσωσι εις το Βερολίνον και θα τηρήσωσι την τάξιν. [570,495,814,607]
morning-columns [570,496,1072,707]
headline-treaties: ΑΙ ΣΥΝΘΗΚΑΙ ΘΑ ΔΗΜΟΣΙΕΥΘΟΥΝ [1085,1390,1586,1460]
article-courts: Δικασταί δε οι κ.κ. Οικονομόπουλος, Ζερβός και Πετρόπουλος εδίκασαν υποθέσεις του Εφετείου με ποινάς 400, 300, 1917 και 500 δρχ. αντιστοίχως. [10,859,314,899]
article-naval: Εκπλέουσι σήμερον εκ Πειραιώς διά Θεσσαλονίκην, Καβάλαν και Σμύρνην τα ατμόπλοια «Πατρίς», «Αδριατικός» και «Εθνικός». [828,1530,1072,1584]
article-theater: Υπό λαμπράς επιτυχίας, εδόθη χθες η βραδυά του θεάτρου Δημοτικού του Θεάτρου η Αρχαιολογική παράσταση Χορού των δύο σπουδαστικών, υπό την επιμέλεια του μεγάλου της Ελληνικής Μουσικής. [10,528,314,581]
banner-third-edition: ΤΡΙΤΗ ΕΚΔΟΣΙΣ [1149,897,1522,949]
newspaper-name: ΕΜΠΡΟΣ [745,2,851,22]
article-allies-odessa: ΠΑΡΙΣΙΟΙ, 1 Δεκεμβρίου.— Ο «Ματέν» πληροφορείται ότι εγένετο ενθουσιώδης υποδοχή των Γάλλων ναυτών υπό του πληθυσμού της Οδησσού. Αποβιβάζονται εις την Οδησσόν και την Σεβαστούπολιν στρατεύματα Γαλλικά, Αγγλικά και Ελληνικά. [828,1203,1072,1296]
theatre-listing: Αλάμπρα — «Ερωτικά Γεννήματα». [20,1229,215,1243]
headline-theater: Η ΧΟΡΕΙΑ ΕΙΣ ΤΟ ΔΗΜΟΤΙΚΟΝ [10,502,314,525]
